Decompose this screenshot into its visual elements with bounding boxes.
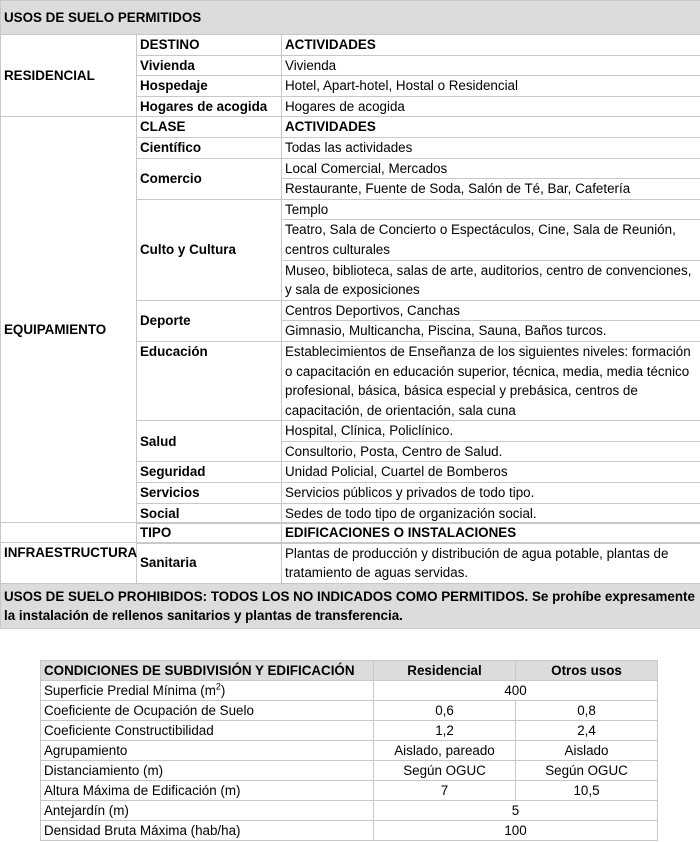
residencial-actividad: Hotel, Apart-hotel, Hostal o Residencial bbox=[282, 76, 700, 97]
actividad-comercio: Restaurante, Fuente de Soda, Salón de Té, Bar, Cafetería bbox=[282, 179, 700, 200]
distanciamiento-otros: Según OGUC bbox=[516, 761, 658, 781]
instalacion-sanitaria: Plantas de producción y distribución de agua potable, plantas de tratamiento de aguas servidas. bbox=[282, 543, 700, 583]
residencial-actividad: Hogares de acogida bbox=[282, 96, 700, 117]
actividad-social: Sedes de todo tipo de organización social. bbox=[282, 503, 700, 524]
clase-social: Social bbox=[137, 503, 282, 524]
residencial-col1: DESTINO bbox=[137, 35, 282, 56]
actividad-culto: Teatro, Sala de Concierto o Espectáculos, Cine, Sala de Reunión, centros culturales bbox=[282, 220, 700, 260]
otros-usos-header: Otros usos bbox=[516, 661, 658, 681]
clase-educacion: Educación bbox=[137, 341, 282, 420]
actividad-salud: Hospital, Clínica, Policlínico. bbox=[282, 421, 700, 442]
infraestructura-col2: EDIFICACIONES O INSTALACIONES bbox=[282, 523, 700, 544]
actividad-comercio: Local Comercial, Mercados bbox=[282, 158, 700, 179]
residencial-actividad: Vivienda bbox=[282, 55, 700, 76]
permitted-title: USOS DE SUELO PERMITIDOS bbox=[1, 1, 700, 35]
infraestructura-table bbox=[0, 522, 700, 629]
residencial-header: Residencial bbox=[374, 661, 516, 681]
clase-deporte: Deporte bbox=[137, 300, 282, 341]
coef-construct-res: 1,2 bbox=[374, 721, 516, 741]
distanciamiento-label: Distanciamiento (m) bbox=[41, 761, 374, 781]
tipo-sanitaria: Sanitaria bbox=[137, 543, 282, 583]
actividad-culto: Museo, biblioteca, salas de arte, auditorios, centro de convenciones, y sala de exposiciones bbox=[282, 260, 700, 300]
actividad-seguridad: Unidad Policial, Cuartel de Bomberos bbox=[282, 462, 700, 483]
infraestructura-label: INFRAESTRUCTURA bbox=[1, 523, 137, 584]
altura-label: Altura Máxima de Edificación (m) bbox=[41, 781, 374, 801]
prohibited-uses: USOS DE SUELO PROHIBIDOS: TODOS LOS NO INDICADOS COMO PERMITIDOS. Se prohíbe expresamente la instalación de rellenos sanitarios y plantas de transferencia. bbox=[1, 583, 700, 628]
altura-res: 7 bbox=[374, 781, 516, 801]
agrupamiento-res: Aislado, pareado bbox=[374, 741, 516, 761]
superficie-value: 400 bbox=[374, 681, 658, 701]
coef-construct-otros: 2,4 bbox=[516, 721, 658, 741]
residencial-label: RESIDENCIAL bbox=[1, 35, 137, 117]
clase-servicios: Servicios bbox=[137, 483, 282, 504]
clase-culto: Culto y Cultura bbox=[137, 199, 282, 300]
coef-ocupacion-res: 0,6 bbox=[374, 701, 516, 721]
infraestructura-col1: TIPO bbox=[137, 523, 282, 544]
residencial-destino: Vivienda bbox=[137, 55, 282, 76]
clase-comercio: Comercio bbox=[137, 158, 282, 199]
coef-ocupacion-otros: 0,8 bbox=[516, 701, 658, 721]
conditions-table bbox=[40, 660, 658, 841]
residencial-destino: Hospedaje bbox=[137, 76, 282, 97]
superficie-label: Superficie Predial Mínima $(m^2)$ bbox=[41, 681, 374, 701]
densidad-label: Densidad Bruta Máxima (hab/ha) bbox=[41, 821, 374, 841]
actividad-deporte: Centros Deportivos, Canchas bbox=[282, 300, 700, 321]
coef-construct-label: Coeficiente Constructibilidad bbox=[41, 721, 374, 741]
clase-seguridad: Seguridad bbox=[137, 462, 282, 483]
agrupamiento-otros: Aislado bbox=[516, 741, 658, 761]
coef-ocupacion-label: Coeficiente de Ocupación de Suelo bbox=[41, 701, 374, 721]
equipamiento-label: EQUIPAMIENTO bbox=[1, 117, 137, 543]
actividad-servicios: Servicios públicos y privados de todo tipo. bbox=[282, 483, 700, 504]
residencial-col2: ACTIVIDADES bbox=[282, 35, 700, 56]
antejardin-value: 5 bbox=[374, 801, 658, 821]
altura-otros: 10,5 bbox=[516, 781, 658, 801]
conditions-header: CONDICIONES DE SUBDIVISIÓN Y EDIFICACIÓN bbox=[41, 661, 374, 681]
actividad-culto: Templo bbox=[282, 199, 700, 220]
clase-cientifico: Científico bbox=[137, 137, 282, 158]
actividad-deporte: Gimnasio, Multicancha, Piscina, Sauna, Baños turcos. bbox=[282, 321, 700, 342]
equipamiento-col1: CLASE bbox=[137, 117, 282, 138]
actividad-educacion: Establecimientos de Enseñanza de los siguientes niveles: formación o capacitación en educación superior, técnica, media, media técnico profesional, básica, básica especial y prebásica, centros de capacitación, de orientación, sala cuna bbox=[282, 341, 700, 420]
equipamiento-col2: ACTIVIDADES bbox=[282, 117, 700, 138]
actividad-cientifico: Todas las actividades bbox=[282, 137, 700, 158]
agrupamiento-label: Agrupamiento bbox=[41, 741, 374, 761]
distanciamiento-res: Según OGUC bbox=[374, 761, 516, 781]
actividad-salud: Consultorio, Posta, Centro de Salud. bbox=[282, 441, 700, 462]
residencial-destino: Hogares de acogida bbox=[137, 96, 282, 117]
densidad-value: 100 bbox=[374, 821, 658, 841]
clase-salud: Salud bbox=[137, 421, 282, 462]
antejardin-label: Antejardín (m) bbox=[41, 801, 374, 821]
